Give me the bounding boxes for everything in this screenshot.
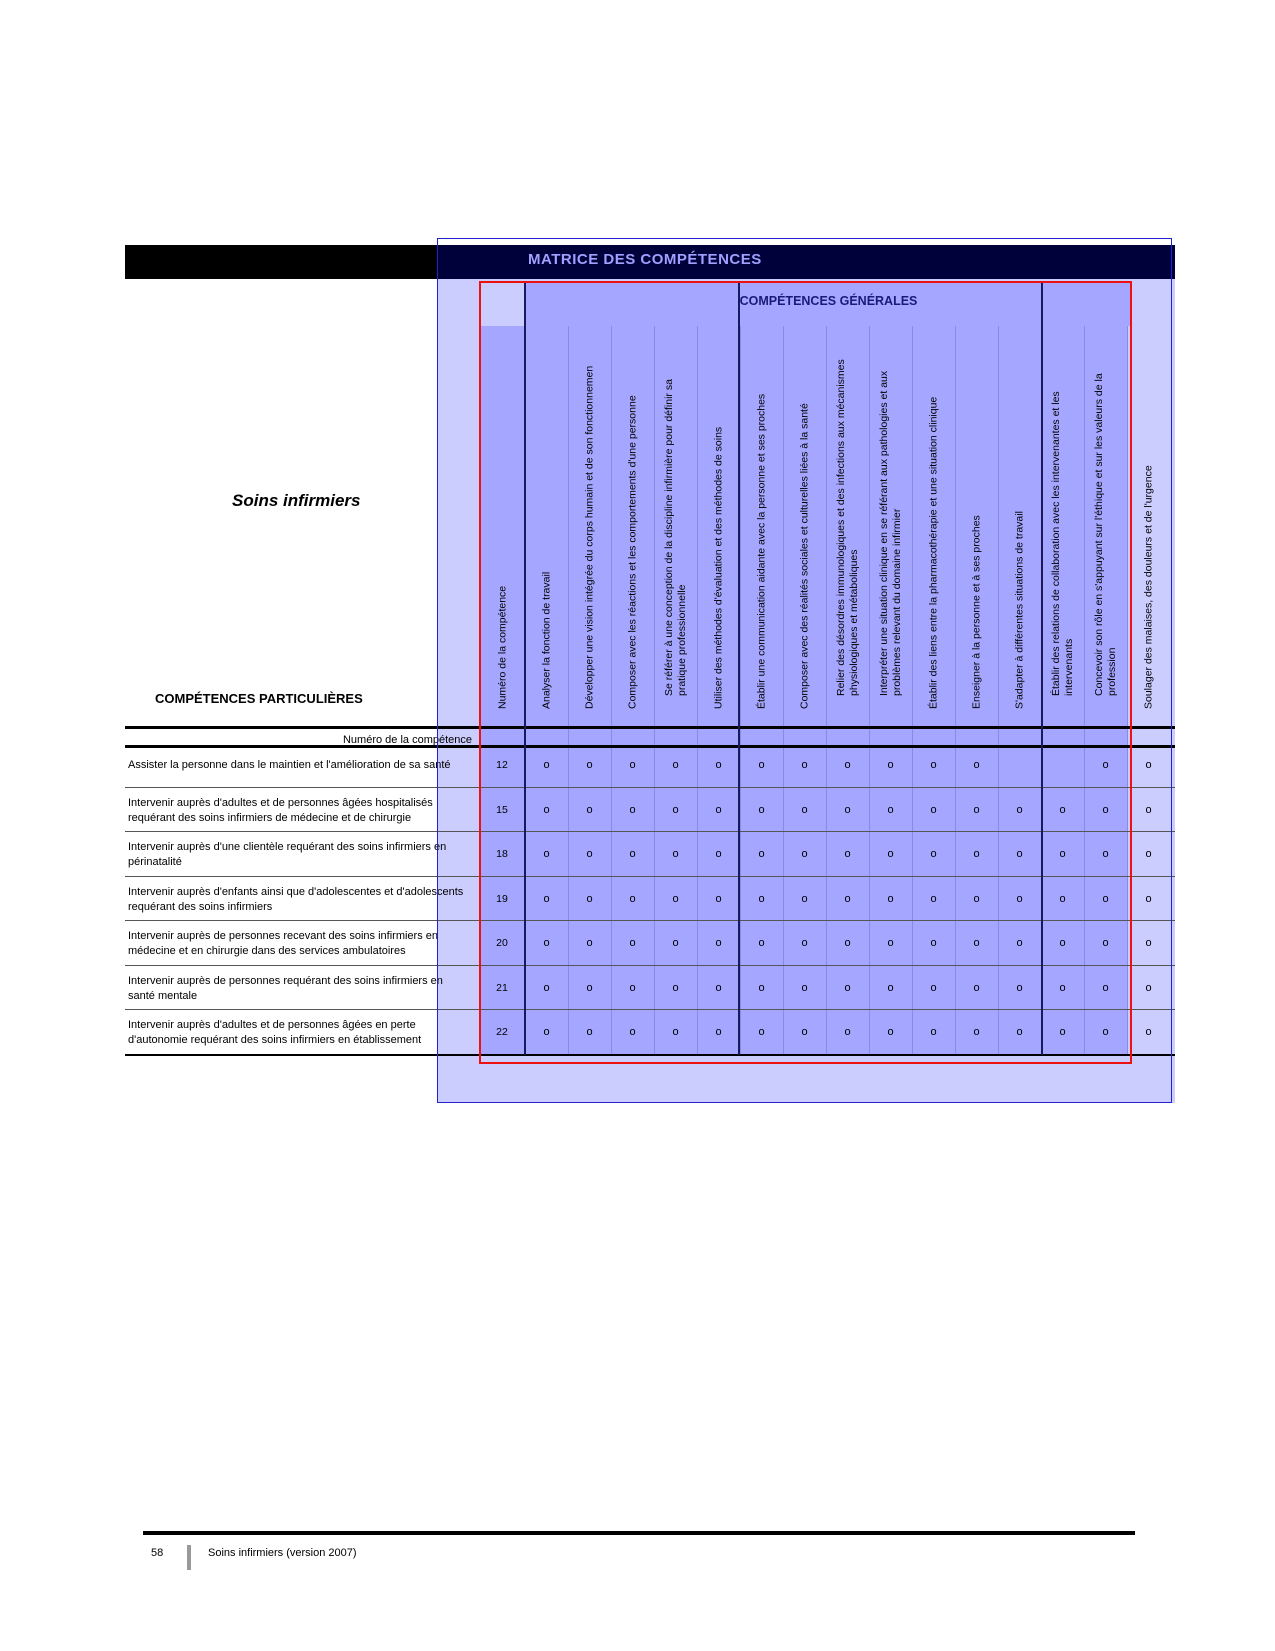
row-mark: o: [1102, 803, 1109, 816]
row-mark: o: [1059, 892, 1066, 905]
row-mark: o: [1016, 981, 1023, 994]
row-mark: o: [1102, 759, 1109, 771]
column-header-label: Composer avec des réalités sociales et culturelles liées à la santé: [798, 403, 811, 709]
row-number: 21: [496, 981, 508, 994]
program-title: Soins infirmiers: [232, 491, 361, 510]
row-mark: o: [1059, 848, 1066, 860]
row-mark: o: [1102, 981, 1109, 994]
row-mark: o: [758, 892, 765, 905]
footer-text: Soins infirmiers (version 2007): [208, 1547, 357, 1559]
row-number: 18: [496, 848, 508, 860]
column-header-label: S'adapter à différentes situations de travail: [1013, 511, 1026, 709]
row-mark: o: [715, 981, 722, 994]
row-mark: o: [1059, 981, 1066, 994]
column-header-label: Interpréter une situation clinique en se référant aux pathologies et aux problèmes relevant du domaine infirmier: [878, 370, 903, 696]
row-mark: o: [930, 803, 937, 816]
row-mark: o: [715, 803, 722, 816]
particular-competencies-title: COMPÉTENCES PARTICULIÈRES: [155, 691, 363, 706]
row-mark: o: [1102, 848, 1109, 860]
general-competencies-title: COMPÉTENCES GÉNÉRALES: [739, 294, 918, 308]
row-mark: o: [543, 937, 550, 949]
row-mark: o: [629, 848, 636, 860]
row-mark: o: [629, 937, 636, 949]
row-mark: o: [758, 1026, 765, 1038]
row-mark: o: [586, 937, 593, 949]
row-mark: o: [1059, 803, 1066, 816]
row-mark: o: [715, 937, 722, 949]
column-header-label: Soulager des malaises, des douleurs et de l'urgence: [1142, 465, 1155, 709]
row-mark: o: [672, 803, 679, 816]
row-label: Intervenir auprès d'enfants ainsi que d'adolescentes et d'adolescents requérant des soins infirmiers: [128, 885, 464, 913]
row-mark: o: [543, 981, 550, 994]
row-mark: o: [887, 1026, 894, 1038]
row-mark: o: [543, 1026, 550, 1038]
page-number: 58: [151, 1547, 164, 1559]
row-mark: o: [844, 803, 851, 816]
row-mark: o: [672, 848, 679, 860]
row-mark: o: [1145, 803, 1152, 816]
row-mark: o: [844, 759, 851, 771]
row-mark: o: [1145, 981, 1152, 994]
row-mark: o: [715, 892, 722, 905]
row-mark: o: [758, 848, 765, 860]
column-header-label: Relier des désordres immunologiques et des infections aux mécanismes physiologiques et métaboliques: [835, 359, 860, 696]
row-mark: o: [887, 759, 894, 771]
row-mark: o: [586, 848, 593, 860]
row-mark: o: [801, 759, 808, 771]
row-mark: o: [887, 803, 894, 816]
row-mark: o: [930, 937, 937, 949]
row-mark: o: [758, 803, 765, 816]
column-header-label: Composer avec les réactions et les comportements d'une personne: [626, 395, 639, 709]
row-mark: o: [973, 981, 980, 994]
row-mark: o: [629, 759, 636, 771]
row-number: 19: [496, 892, 508, 905]
row-mark: o: [973, 892, 980, 905]
row-mark: o: [930, 981, 937, 994]
row-mark: o: [1016, 1026, 1023, 1038]
row-mark: o: [1102, 937, 1109, 949]
column-header-label: Établir des liens entre la pharmacothérapie et une situation clinique: [927, 396, 940, 709]
row-mark: o: [1059, 937, 1066, 949]
row-mark: o: [1145, 848, 1152, 860]
row-mark: o: [973, 759, 980, 771]
row-mark: o: [930, 848, 937, 860]
row-mark: o: [887, 892, 894, 905]
column-header-label: Concevoir son rôle en s'appuyant sur l'éthique et sur les valeurs de la profession: [1093, 373, 1118, 696]
row-mark: o: [672, 892, 679, 905]
footer-rule: [143, 1531, 1135, 1535]
row-number: 15: [496, 803, 508, 816]
row-number: 22: [496, 1026, 508, 1038]
row-mark: o: [586, 803, 593, 816]
row-mark: o: [844, 981, 851, 994]
row-label: Intervenir auprès d'adultes et de personnes âgées hospitalisés requérant des soins infirmiers de médecine et de chirurgie: [128, 796, 433, 824]
row-mark: o: [715, 1026, 722, 1038]
column-header-label: Enseigner à la personne et à ses proches: [970, 515, 983, 709]
row-mark: o: [1102, 1026, 1109, 1038]
column-header-label: Établir des relations de collaboration avec les intervenantes et les intervenants: [1050, 391, 1075, 696]
row-mark: o: [543, 803, 550, 816]
row-mark: o: [1145, 937, 1152, 949]
column-header-label: Numéro de la compétence: [496, 585, 508, 709]
row-mark: o: [715, 848, 722, 860]
row-mark: o: [887, 937, 894, 949]
row-mark: o: [1145, 1026, 1152, 1038]
row-mark: o: [973, 848, 980, 860]
row-label: Intervenir auprès de personnes requérant des soins infirmiers en santé mentale: [128, 974, 443, 1002]
row-mark: o: [672, 1026, 679, 1038]
row-mark: o: [1145, 892, 1152, 905]
row-mark: o: [844, 1026, 851, 1038]
row-mark: o: [844, 892, 851, 905]
row-mark: o: [672, 759, 679, 771]
row-mark: o: [930, 1026, 937, 1038]
row-mark: o: [801, 937, 808, 949]
column-header-label: Développer une vision intégrée du corps humain et de son fonctionnemen: [583, 365, 596, 709]
matrix-frame: [437, 238, 1172, 1103]
column-header-label: Établir une communication aidante avec la personne et ses proches: [755, 393, 768, 709]
row-mark: o: [1102, 892, 1109, 905]
row-mark: o: [715, 759, 722, 771]
row-mark: o: [973, 1026, 980, 1038]
row-mark: o: [973, 937, 980, 949]
row-mark: o: [930, 892, 937, 905]
column-header-label: Utiliser des méthodes d'évaluation et des méthodes de soins: [712, 426, 725, 709]
row-mark: o: [930, 759, 937, 771]
matrix-title: MATRICE DES COMPÉTENCES: [528, 251, 762, 268]
row-mark: o: [543, 759, 550, 771]
row-mark: o: [543, 892, 550, 905]
row-mark: o: [586, 759, 593, 771]
row-label: Intervenir auprès de personnes recevant des soins infirmiers en médecine et en chirurgie dans des services ambulatoires: [128, 930, 438, 957]
row-mark: o: [801, 892, 808, 905]
row-mark: o: [887, 981, 894, 994]
row-mark: o: [887, 848, 894, 860]
row-mark: o: [629, 892, 636, 905]
row-mark: o: [586, 981, 593, 994]
row-mark: o: [629, 981, 636, 994]
row-mark: o: [672, 937, 679, 949]
row-mark: o: [629, 803, 636, 816]
row-mark: o: [543, 848, 550, 860]
row-mark: o: [844, 937, 851, 949]
row-number: 12: [496, 759, 508, 771]
row-mark: o: [758, 937, 765, 949]
row-mark: o: [586, 1026, 593, 1038]
row-mark: o: [586, 892, 593, 905]
row-mark: o: [1016, 848, 1023, 860]
row-mark: o: [801, 1026, 808, 1038]
row-mark: o: [1145, 759, 1152, 771]
column-header-label: Analyser la fonction de travail: [540, 571, 553, 709]
row-mark: o: [672, 981, 679, 994]
row-mark: o: [1016, 937, 1023, 949]
footer-separator: [187, 1545, 191, 1570]
row-label: Intervenir auprès d'adultes et de personnes âgées en perte d'autonomie requérant des soins infirmiers en établissement: [128, 1019, 422, 1046]
numero-row-label: Numéro de la compétence: [342, 734, 472, 746]
row-mark: o: [629, 1026, 636, 1038]
row-mark: o: [758, 981, 765, 994]
column-header-label: Se référer à une conception de la discipline infirmière pour définir sa pratique professionnelle: [663, 379, 688, 696]
row-mark: o: [758, 759, 765, 771]
row-mark: o: [801, 981, 808, 994]
row-mark: o: [1016, 892, 1023, 905]
row-mark: o: [801, 848, 808, 860]
row-number: 20: [496, 937, 508, 949]
row-mark: o: [844, 848, 851, 860]
row-label: Assister la personne dans le maintien et l'amélioration de sa santé: [128, 759, 451, 771]
row-mark: o: [801, 803, 808, 816]
row-mark: o: [1016, 803, 1023, 816]
row-mark: o: [973, 803, 980, 816]
row-mark: o: [1059, 1026, 1066, 1038]
row-label: Intervenir auprès d'une clientèle requérant des soins infirmiers en périnatalité: [128, 841, 447, 868]
